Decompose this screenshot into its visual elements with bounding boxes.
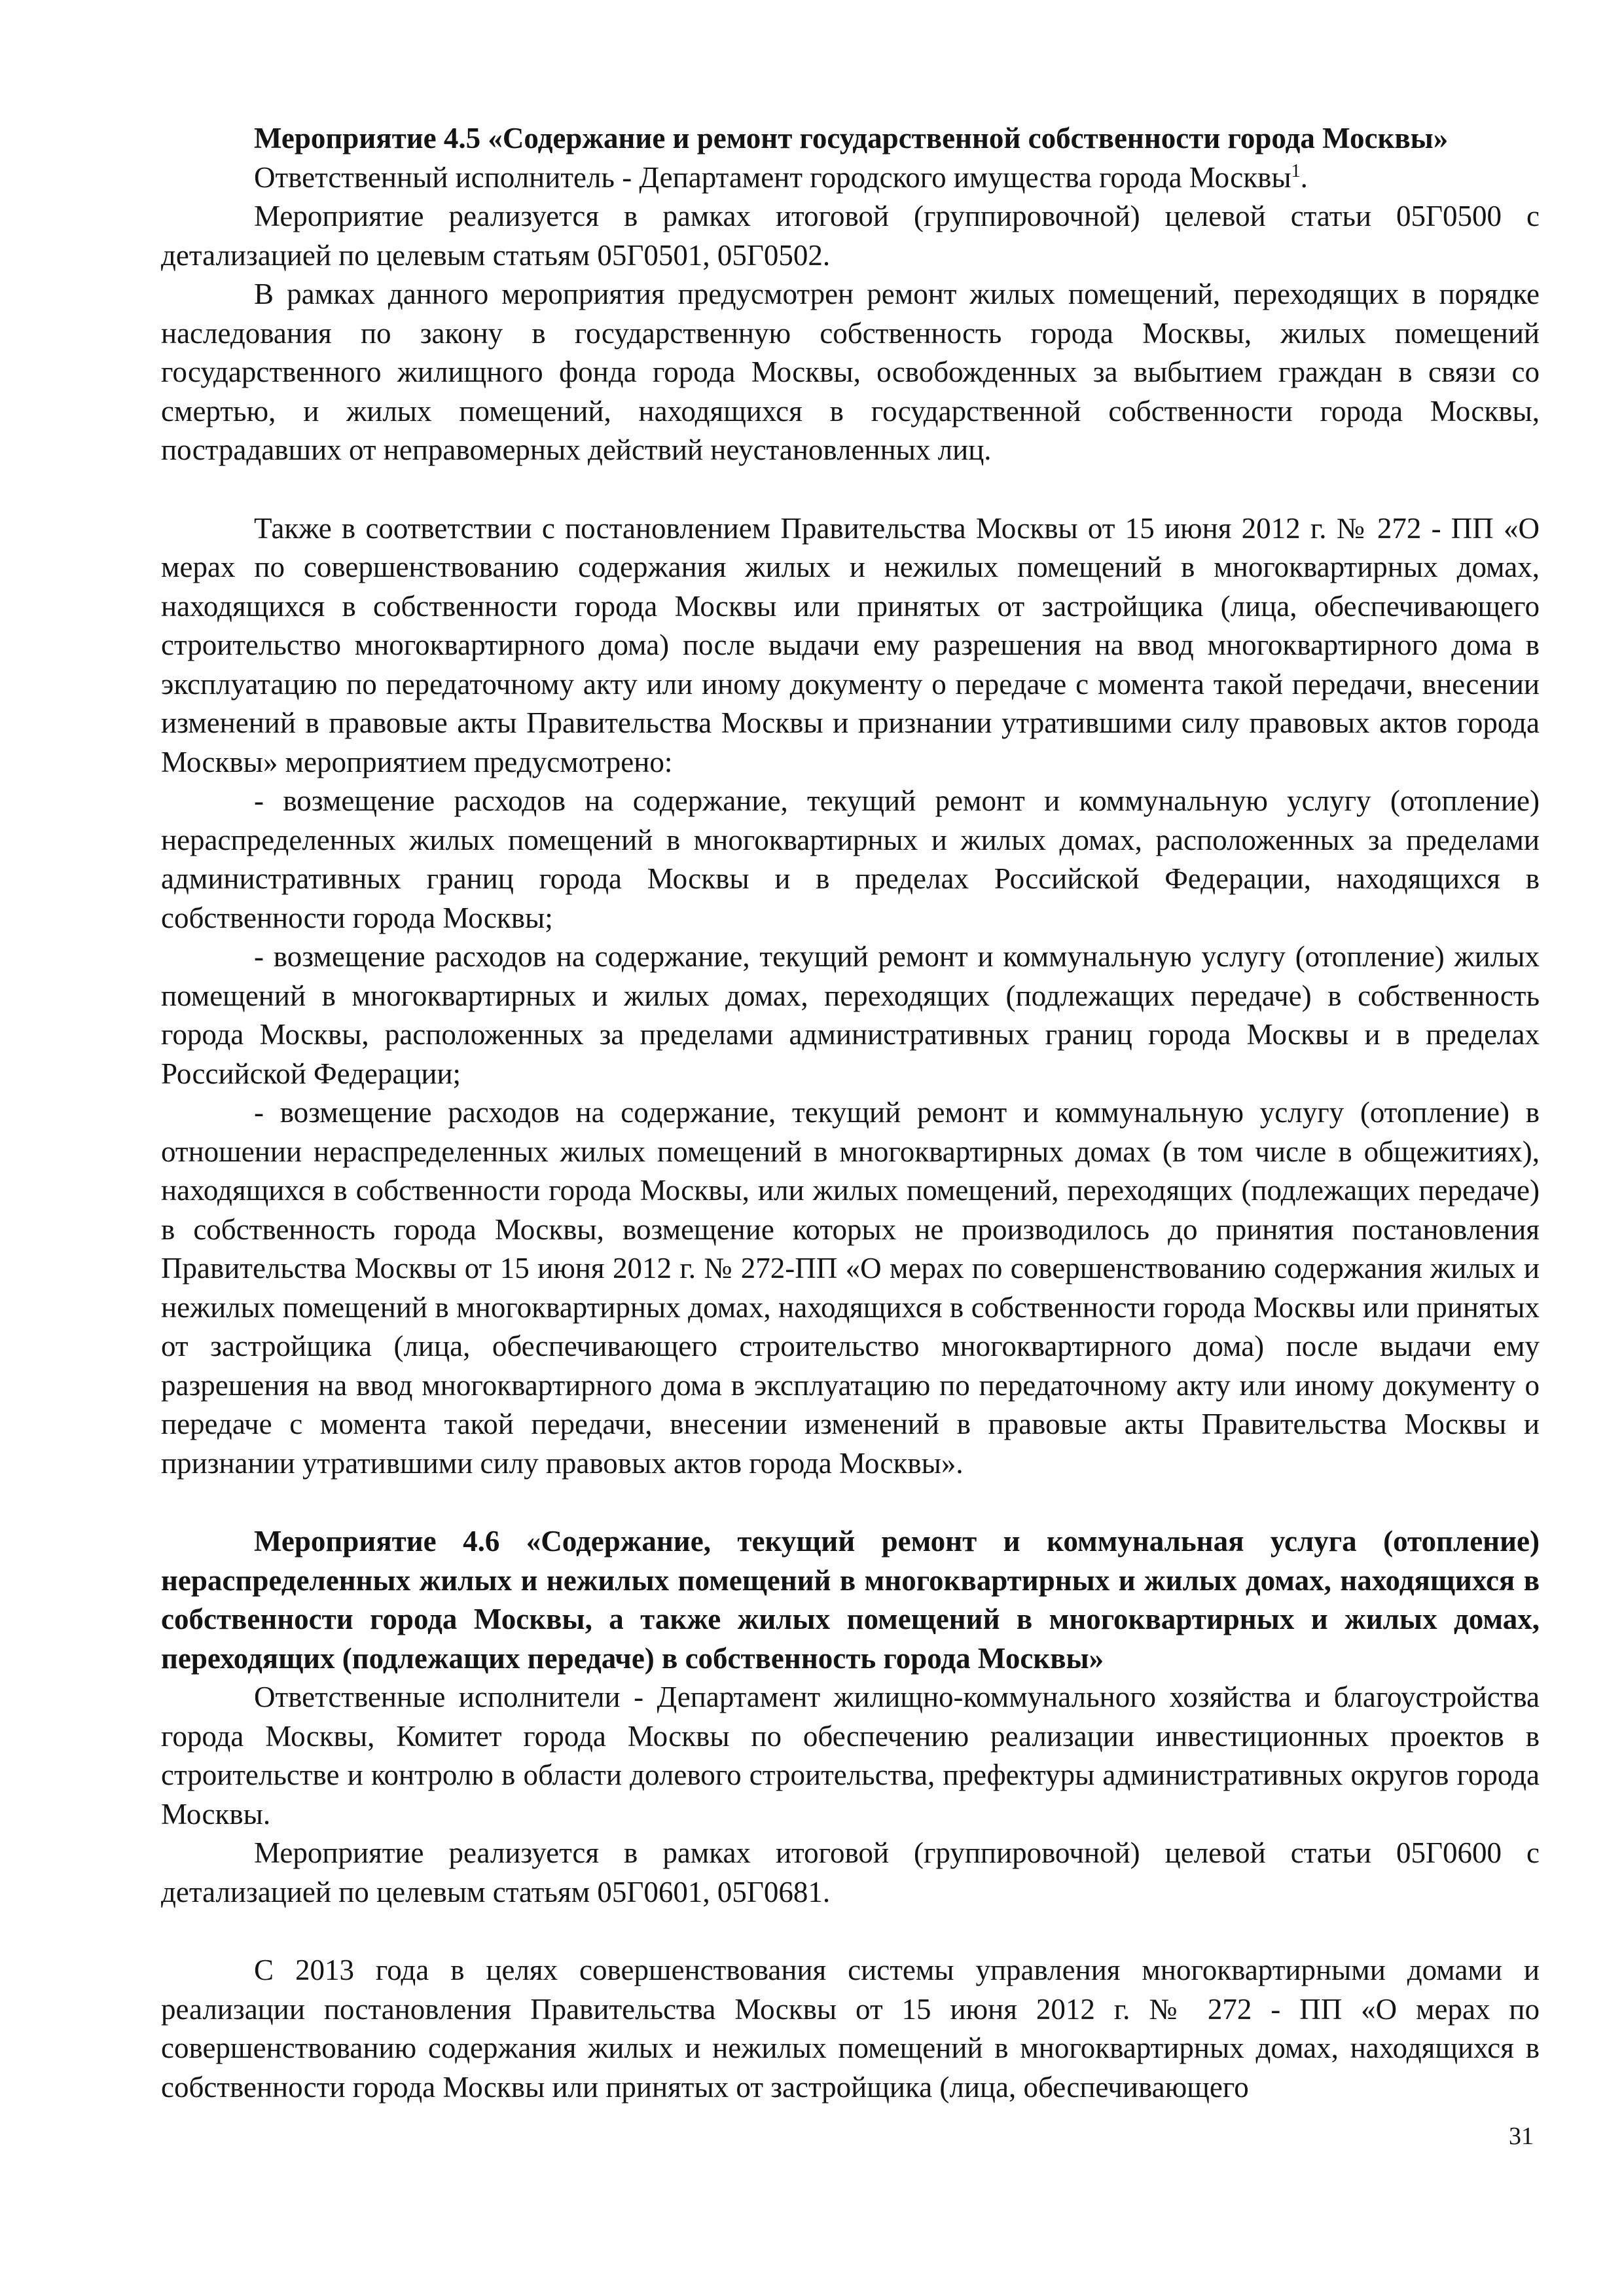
responsible-period: . (1300, 160, 1308, 194)
paragraph-gap (161, 1483, 1540, 1522)
page-body (161, 119, 1540, 2107)
section-4-5-heading: Мероприятие 4.5 «Содержание и ремонт государственной собственности города Москвы» (254, 122, 1449, 155)
section-4-5-also: Также в соответствии с постановлением Правительства Москвы от 15 июня 2012 г. № 272 - ПП «О мерах по совершенствованию содержания жилых и нежилых помещений в многоквартирных домах, находящихся в собственности города Москвы или принятых от застройщика (лица, обеспечивающего строительство многоквартирного дома) после выдачи ему разрешения на ввод многоквартирного дома в эксплуатацию по передаточному акту или иному документу о передаче с момента такой передачи, внесении изменений в правовые акты Правительства Москвы и признании утратившими силу правовых актов города Москвы» мероприятием предусмотрено: (161, 511, 1540, 778)
section-4-5-responsible (161, 158, 1540, 198)
footnote-marker[interactable]: 1 (1291, 160, 1301, 181)
section-4-5-scope: В рамках данного мероприятия предусмотрен ремонт жилых помещений, переходящих в порядке наследования по закону в государственную собственность города Москвы, жилых помещений государственного жилищного фонда города Москвы, освобожденных за выбытием граждан в связи со смертью, и жилых помещений, находящихся в государственной собственности города Москвы, пострадавших от неправомерных действий неустановленных лиц. (161, 278, 1540, 466)
list-item: - возмещение расходов на содержание, текущий ремонт и коммунальную услугу (отопление) в отношении нераспределенных жилых помещений в многоквартирных домах (в том числе в общежитиях), находящихся в собственности города Москвы, или жилых помещений, переходящих (подлежащих передаче) в собственность города Москвы, возмещение которых не производилось до принятия постановления Правительства Москвы от 15 июня 2012 г. № 272-ПП «О мерах по совершенствованию содержания жилых и нежилых помещений в многоквартирных домах, находящихся в собственности города Москвы или принятых от застройщика (лица, обеспечивающего строительство многоквартирного дома) после выдачи ему разрешения на ввод многоквартирного дома в эксплуатацию по передаточному акту или иному документу о передаче с момента такой передачи, внесении изменений в правовые акты Правительства Москвы и признании утратившими силу правовых актов города Москвы». (161, 1096, 1540, 1480)
paragraph-gap (161, 470, 1540, 509)
page-number: 31 (1509, 2123, 1534, 2150)
section-4-6-since-2013: С 2013 года в целях совершенствования системы управления многоквартирными домами и реализации постановления Правительства Москвы от 15 июня 2012 г. № 272 - ПП «О мерах по совершенствованию содержания жилых и нежилых помещений в многоквартирных домах, находящихся в собственности города Москвы или принятых от застройщика (лица, обеспечивающего (161, 1954, 1540, 2104)
paragraph-gap (161, 1912, 1540, 1951)
list-item: - возмещение расходов на содержание, текущий ремонт и коммунальную услугу (отопление) нераспределенных жилых помещений в многоквартирных и жилых домах, расположенных за пределами административных границ города Москвы и в пределах Российской Федерации, находящихся в собственности города Москвы; (161, 784, 1540, 934)
section-4-5-funding: Мероприятие реализуется в рамках итоговой (группировочной) целевой статьи 05Г0500 с детализацией по целевым статьям 05Г0501, 05Г0502. (161, 200, 1540, 272)
list-item: - возмещение расходов на содержание, текущий ремонт и коммунальную услугу (отопление) жилых помещений в многоквартирных и жилых домах, переходящих (подлежащих передаче) в собственность города Москвы, расположенных за пределами административных границ города Москвы и в пределах Российской Федерации; (161, 940, 1540, 1090)
section-4-6-funding: Мероприятие реализуется в рамках итоговой (группировочной) целевой статьи 05Г0600 с детализацией по целевым статьям 05Г0601, 05Г0681. (161, 1836, 1540, 1908)
section-4-6-responsible: Ответственные исполнители - Департамент жилищно-коммунального хозяйства и благоустройства города Москвы, Комитет города Москвы по обеспечению реализации инвестиционных проектов в строительстве и контролю в области долевого строительства, префектуры административных округов города Москвы. (161, 1681, 1540, 1831)
responsible-text: Ответственный исполнитель - Департамент городского имущества города Москвы (254, 160, 1291, 194)
section-4-6-heading: Мероприятие 4.6 «Содержание, текущий ремонт и коммунальная услуга (отопление) нераспределенных жилых и нежилых помещений в многоквартирных и жилых домах, находящихся в собственности города Москвы, а также жилых помещений в многоквартирных и жилых домах, переходящих (подлежащих передаче) в собственность города Москвы» (161, 1525, 1540, 1675)
